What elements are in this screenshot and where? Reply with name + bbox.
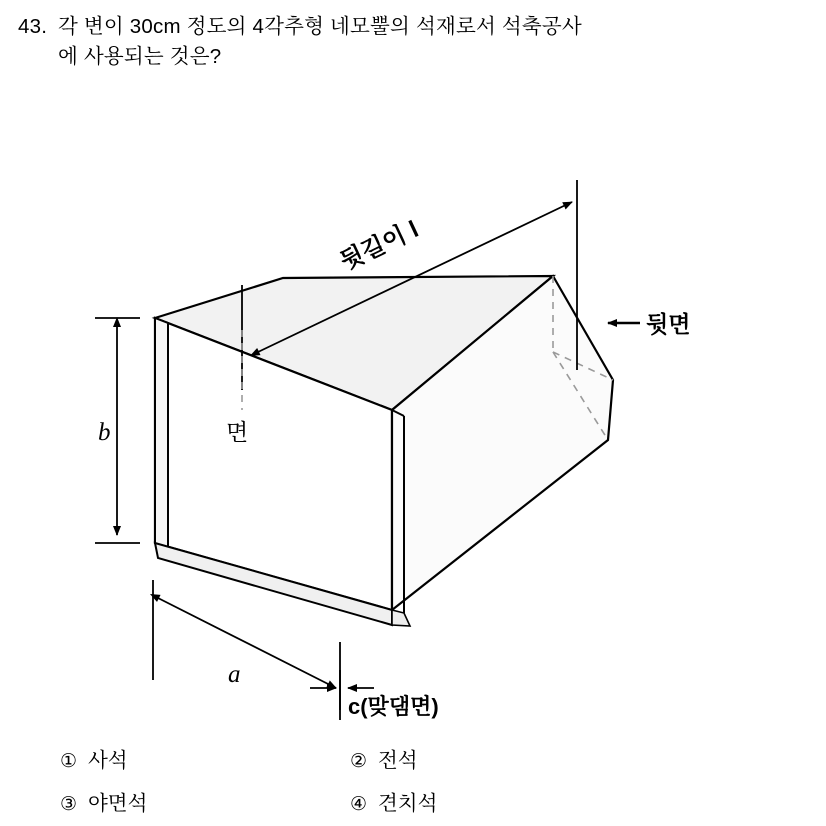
- choice-3[interactable]: [60, 783, 350, 826]
- block-front-sliver: [155, 318, 168, 550]
- question-text: [58, 12, 808, 72]
- answer-choices: [60, 740, 760, 826]
- label-face: 면: [226, 419, 249, 445]
- label-depth-c: c(맞댐면): [348, 694, 439, 719]
- choice-4-label: 견치석: [378, 792, 438, 815]
- choice-4-marker: ④: [350, 794, 368, 815]
- choice-1-marker: ①: [60, 751, 78, 772]
- label-back-face: 뒷면: [646, 311, 691, 337]
- label-back-length: 뒷길이 l: [336, 215, 423, 276]
- choice-3-marker: ③: [60, 794, 78, 815]
- label-height-b: b: [98, 419, 111, 446]
- stone-block-diagram: [0, 80, 826, 720]
- choice-3-label: 야면석: [88, 792, 148, 815]
- choice-2[interactable]: [350, 740, 640, 783]
- choice-2-label: 전석: [378, 749, 418, 772]
- choice-4[interactable]: [350, 783, 640, 826]
- question-number: 43.: [18, 15, 48, 38]
- choice-row-2: [60, 783, 760, 826]
- question-line-1: 각 변이 30cm 정도의 4각추형 네모뿔의 석재로서 석축공사: [58, 15, 582, 38]
- choice-1-label: 사석: [88, 749, 128, 772]
- choice-2-marker: ②: [350, 751, 368, 772]
- choice-1[interactable]: [60, 740, 350, 783]
- choice-row-1: [60, 740, 760, 783]
- block-corner-facet: [392, 610, 410, 626]
- question-block: [18, 12, 808, 72]
- question-line-2: 에 사용되는 것은?: [58, 45, 222, 68]
- label-width-a: a: [228, 661, 241, 688]
